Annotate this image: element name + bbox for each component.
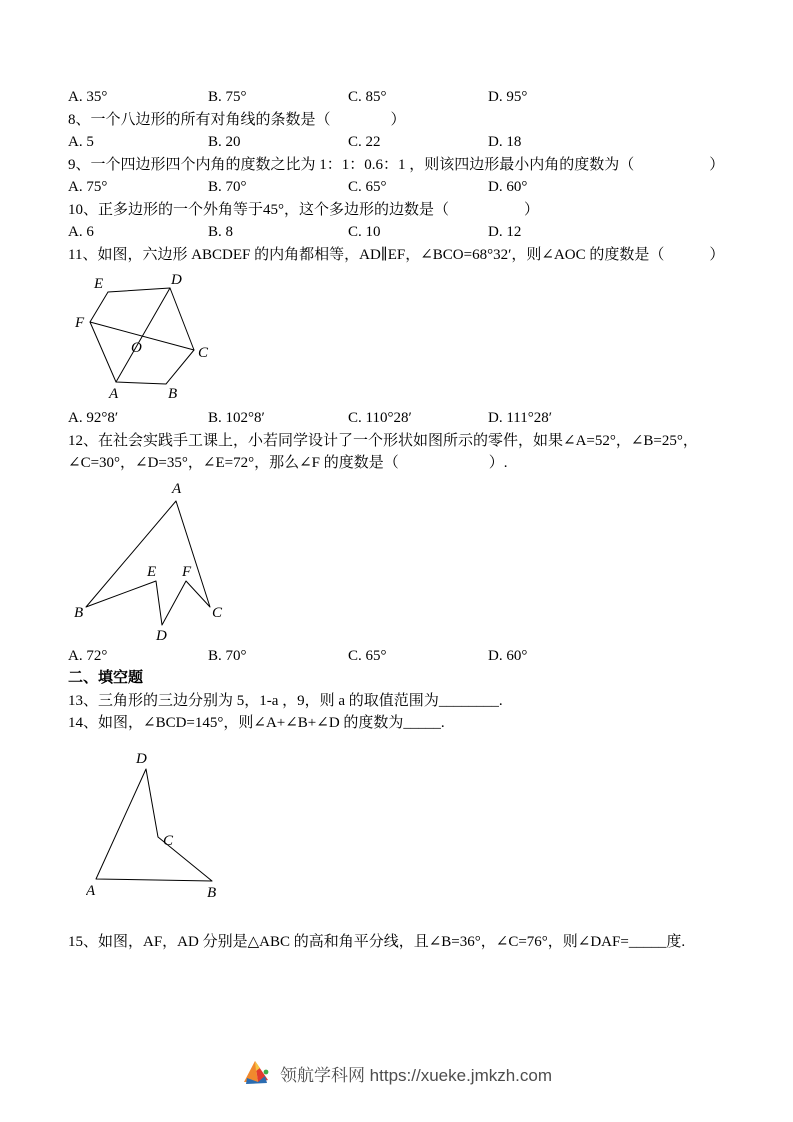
option-d: D. 12 xyxy=(488,224,522,240)
hexagon-figure xyxy=(72,270,727,405)
option-b: B. 20 xyxy=(208,134,241,150)
option-c: C. 65° xyxy=(348,179,387,195)
option-d: D. 95° xyxy=(488,89,528,105)
site-footer xyxy=(0,1058,793,1088)
question9-text: 9、一个四边形四个内角的度数之比为 1：1：0.6：1 ，则该四边形最小内角的度数为（ ） xyxy=(68,156,725,173)
vertex-label-e: E xyxy=(94,276,104,292)
option-d: D. 111°28′ xyxy=(488,410,552,426)
vertex-label-b: B xyxy=(74,604,84,621)
option-d: D. 60° xyxy=(488,179,528,195)
option-c: C. 65° xyxy=(348,647,387,664)
option-c: C. 110°28′ xyxy=(348,410,412,426)
option-d: D. 18 xyxy=(488,134,522,150)
option-b: B. 102°8′ xyxy=(208,410,265,426)
question7-options-row xyxy=(68,86,727,109)
question11-options-row xyxy=(68,407,727,430)
question8-options-row xyxy=(68,131,727,154)
vertex-label-b: B xyxy=(168,386,178,402)
vertex-label-a: A xyxy=(86,882,96,899)
option-a: A. 35° xyxy=(68,89,108,105)
vertex-label-c: C xyxy=(163,832,174,849)
vertex-label-b: B xyxy=(207,884,217,901)
hexagon-figure-svg xyxy=(72,270,222,405)
question9-options-row xyxy=(68,176,727,199)
quad-figure-svg xyxy=(86,749,231,901)
vertex-label-d: D xyxy=(156,627,167,643)
option-a: A. 6 xyxy=(68,224,94,240)
question14-text: 14、如图，∠BCD=145°，则∠A+∠B+∠D 的度数为_____. xyxy=(68,715,445,731)
vertex-label-a: A xyxy=(109,386,119,402)
option-b: B. 70° xyxy=(208,647,247,664)
option-b: B. 75° xyxy=(208,89,247,105)
question12-options-row xyxy=(68,645,727,668)
part-figure xyxy=(74,477,727,643)
option-a: A. 72° xyxy=(68,647,108,664)
question8-text: 8、一个八边形的所有对角线的条数是（ ） xyxy=(68,111,406,128)
option-d: D. 60° xyxy=(488,647,528,664)
option-b: B. 70° xyxy=(208,179,247,195)
section2-title: 二、填空题 xyxy=(68,670,144,686)
site-logo-icon xyxy=(241,1058,271,1088)
option-c: C. 22 xyxy=(348,134,381,150)
vertex-label-d: D xyxy=(171,272,182,288)
vertex-label-e: E xyxy=(147,563,157,580)
footer-site-text: 领航学科网 https://xueke.jmkzh.com xyxy=(279,1065,553,1085)
question12-text-line2: ∠C=30°，∠D=35°，∠E=72°，那么∠F 的度数是（ ）. xyxy=(68,455,508,471)
worksheet-content xyxy=(68,86,727,953)
vertex-label-c: C xyxy=(212,604,223,621)
vertex-label-c: C xyxy=(198,345,209,361)
vertex-label-f: F xyxy=(75,315,85,331)
vertex-label-a: A xyxy=(172,480,182,497)
option-c: C. 85° xyxy=(348,89,387,105)
question11-text: 11、如图，六边形 ABCDEF 的内角都相等，AD∥EF，∠BCO=68°32′，则∠AOC 的度数是（ ） xyxy=(68,246,725,263)
option-b: B. 8 xyxy=(208,224,234,240)
option-c: C. 10 xyxy=(348,224,381,240)
question13-text: 13、三角形的三边分别为 5，1-a ，9，则 a 的取值范围为________. xyxy=(68,692,503,709)
part-figure-svg xyxy=(74,477,234,643)
question12-text-line1: 12、在社会实践手工课上，小若同学设计了一个形状如图所示的零件，如果∠A=52°，∠B=25°， xyxy=(68,432,698,449)
option-a: A. 75° xyxy=(68,179,108,195)
quad-figure xyxy=(86,749,727,901)
question10-text: 10、正多边形的一个外角等于45°，这个多边形的边数是（ ） xyxy=(68,201,540,218)
question10-options-row xyxy=(68,221,727,244)
option-a: A. 5 xyxy=(68,134,94,150)
question15-text: 15、如图，AF，AD 分别是△ABC 的高和角平分线，且∠B=36°，∠C=76°，则∠DAF=_____度. xyxy=(68,933,686,950)
option-a: A. 92°8′ xyxy=(68,410,119,426)
vertex-label-d: D xyxy=(136,750,147,767)
vertex-label-o: O xyxy=(131,340,142,356)
vertex-label-f: F xyxy=(182,563,192,580)
